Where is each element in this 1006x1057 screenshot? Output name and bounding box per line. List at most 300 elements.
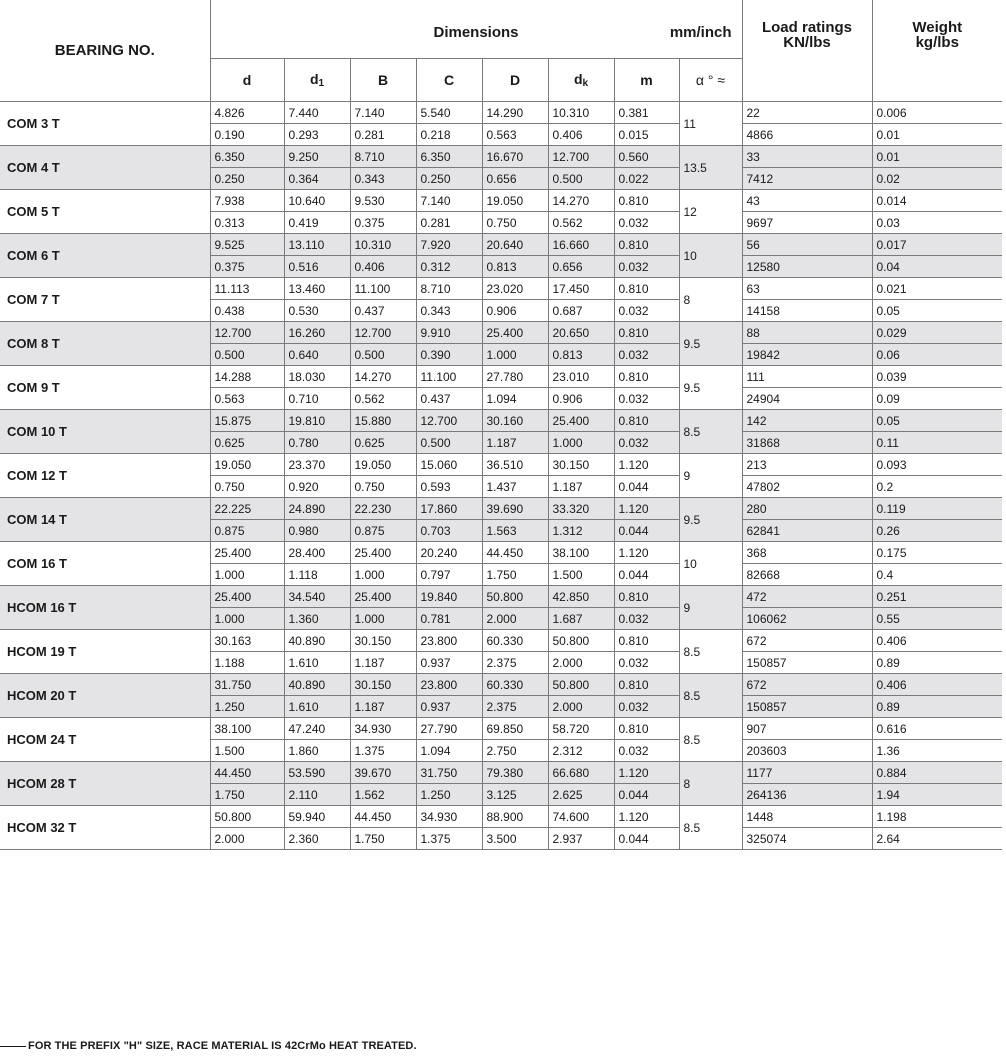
cell-weight-lbs: 0.26 — [872, 520, 1002, 542]
cell-weight-lbs: 0.2 — [872, 476, 1002, 498]
cell-inch: 0.293 — [284, 124, 350, 146]
cell-inch: 0.032 — [614, 740, 679, 762]
cell-weight-kg: 0.01 — [872, 146, 1002, 168]
cell-weight-lbs: 0.05 — [872, 300, 1002, 322]
cell-mm: 6.350 — [210, 146, 284, 168]
cell-mm: 50.800 — [210, 806, 284, 828]
cell-weight-kg: 0.175 — [872, 542, 1002, 564]
cell-mm: 9.250 — [284, 146, 350, 168]
cell-inch: 1.000 — [350, 608, 416, 630]
table-row-mm — [0, 322, 1002, 344]
cell-angle: 10 — [679, 234, 742, 278]
cell-load-kn: 22 — [742, 102, 872, 124]
cell-mm: 44.450 — [350, 806, 416, 828]
cell-inch: 0.364 — [284, 168, 350, 190]
cell-inch: 0.015 — [614, 124, 679, 146]
cell-inch: 1.187 — [350, 696, 416, 718]
cell-inch: 0.343 — [350, 168, 416, 190]
cell-mm: 47.240 — [284, 718, 350, 740]
cell-inch: 1.250 — [416, 784, 482, 806]
cell-mm: 9.525 — [210, 234, 284, 256]
cell-inch: 0.710 — [284, 388, 350, 410]
table-row-mm — [0, 278, 1002, 300]
cell-inch: 1.500 — [548, 564, 614, 586]
cell-mm: 9.530 — [350, 190, 416, 212]
cell-mm: 0.560 — [614, 146, 679, 168]
cell-inch: 3.500 — [482, 828, 548, 850]
bearing-name: COM 5 T — [0, 190, 210, 234]
col-alpha: α ° ≈ — [679, 59, 742, 102]
cell-mm: 13.460 — [284, 278, 350, 300]
cell-load-kn: 672 — [742, 674, 872, 696]
cell-mm: 9.910 — [416, 322, 482, 344]
cell-inch: 0.437 — [416, 388, 482, 410]
cell-load-lbs: 24904 — [742, 388, 872, 410]
cell-load-lbs: 9697 — [742, 212, 872, 234]
cell-inch: 2.360 — [284, 828, 350, 850]
cell-inch: 1.094 — [416, 740, 482, 762]
bearing-name: HCOM 28 T — [0, 762, 210, 806]
bearing-name: HCOM 24 T — [0, 718, 210, 762]
cell-weight-kg: 1.198 — [872, 806, 1002, 828]
cell-load-lbs: 4866 — [742, 124, 872, 146]
cell-mm: 30.150 — [548, 454, 614, 476]
cell-mm: 17.450 — [548, 278, 614, 300]
bearing-name: COM 4 T — [0, 146, 210, 190]
cell-inch: 0.044 — [614, 828, 679, 850]
cell-load-lbs: 12580 — [742, 256, 872, 278]
cell-angle: 9.5 — [679, 498, 742, 542]
cell-load-lbs: 325074 — [742, 828, 872, 850]
load-ratings-label: Load ratings — [761, 19, 852, 36]
cell-load-lbs: 264136 — [742, 784, 872, 806]
cell-weight-lbs: 0.89 — [872, 696, 1002, 718]
cell-mm: 28.400 — [284, 542, 350, 564]
cell-inch: 0.563 — [210, 388, 284, 410]
cell-inch: 2.937 — [548, 828, 614, 850]
cell-mm: 13.110 — [284, 234, 350, 256]
cell-inch: 3.125 — [482, 784, 548, 806]
cell-inch: 0.781 — [416, 608, 482, 630]
cell-mm: 10.310 — [350, 234, 416, 256]
table-row-mm — [0, 718, 1002, 740]
cell-inch: 0.032 — [614, 256, 679, 278]
col-c: C — [416, 59, 482, 102]
cell-inch: 1.000 — [548, 432, 614, 454]
table-row-mm — [0, 190, 1002, 212]
cell-inch: 1.000 — [210, 608, 284, 630]
cell-inch: 0.906 — [548, 388, 614, 410]
cell-inch: 2.375 — [482, 696, 548, 718]
cell-mm: 4.826 — [210, 102, 284, 124]
cell-angle: 8.5 — [679, 806, 742, 850]
cell-mm: 33.320 — [548, 498, 614, 520]
cell-load-lbs: 14158 — [742, 300, 872, 322]
cell-load-kn: 63 — [742, 278, 872, 300]
cell-mm: 5.540 — [416, 102, 482, 124]
cell-mm: 0.810 — [614, 190, 679, 212]
cell-load-kn: 43 — [742, 190, 872, 212]
cell-inch: 0.703 — [416, 520, 482, 542]
cell-mm: 53.590 — [284, 762, 350, 784]
bearing-name: COM 6 T — [0, 234, 210, 278]
cell-inch: 0.813 — [482, 256, 548, 278]
cell-inch: 2.000 — [548, 652, 614, 674]
cell-inch: 2.000 — [482, 608, 548, 630]
cell-mm: 16.260 — [284, 322, 350, 344]
cell-mm: 39.670 — [350, 762, 416, 784]
col-d1 — [284, 59, 350, 102]
cell-weight-lbs: 1.94 — [872, 784, 1002, 806]
cell-mm: 20.650 — [548, 322, 614, 344]
cell-mm: 8.710 — [416, 278, 482, 300]
cell-inch: 0.906 — [482, 300, 548, 322]
cell-mm: 1.120 — [614, 806, 679, 828]
cell-mm: 1.120 — [614, 454, 679, 476]
weight-label: Weight — [912, 19, 963, 36]
cell-inch: 0.044 — [614, 520, 679, 542]
col-big-d: D — [482, 59, 548, 102]
cell-mm: 15.880 — [350, 410, 416, 432]
cell-mm: 60.330 — [482, 630, 548, 652]
col-dk — [548, 59, 614, 102]
cell-mm: 31.750 — [416, 762, 482, 784]
cell-mm: 30.163 — [210, 630, 284, 652]
cell-inch: 0.406 — [350, 256, 416, 278]
cell-mm: 69.850 — [482, 718, 548, 740]
cell-mm: 31.750 — [210, 674, 284, 696]
cell-inch: 0.625 — [350, 432, 416, 454]
footnote — [0, 1040, 417, 1052]
cell-inch: 2.625 — [548, 784, 614, 806]
cell-inch: 0.032 — [614, 696, 679, 718]
cell-load-kn: 56 — [742, 234, 872, 256]
cell-angle: 9.5 — [679, 366, 742, 410]
table-row-mm — [0, 674, 1002, 696]
cell-inch: 0.562 — [548, 212, 614, 234]
col-dk-sub: k — [582, 78, 589, 89]
cell-load-kn: 111 — [742, 366, 872, 388]
footnote-text: FOR THE PREFIX "H" SIZE, RACE MATERIAL IS 42CrMo HEAT TREATED. — [28, 1040, 417, 1052]
cell-weight-kg: 0.021 — [872, 278, 1002, 300]
cell-mm: 34.540 — [284, 586, 350, 608]
load-ratings-units: KN/lbs — [783, 34, 831, 51]
cell-load-lbs: 203603 — [742, 740, 872, 762]
cell-mm: 0.810 — [614, 234, 679, 256]
cell-mm: 20.640 — [482, 234, 548, 256]
cell-angle: 8.5 — [679, 410, 742, 454]
col-dk-base: d — [573, 71, 583, 87]
footnote-dash — [0, 1046, 26, 1047]
bearing-name: COM 9 T — [0, 366, 210, 410]
table-row-mm — [0, 234, 1002, 256]
cell-weight-lbs: 0.09 — [872, 388, 1002, 410]
table-row-mm — [0, 146, 1002, 168]
cell-mm: 12.700 — [416, 410, 482, 432]
cell-inch: 2.312 — [548, 740, 614, 762]
cell-inch: 1.437 — [482, 476, 548, 498]
col-m: m — [614, 59, 679, 102]
cell-inch: 0.190 — [210, 124, 284, 146]
cell-inch: 2.110 — [284, 784, 350, 806]
cell-mm: 1.120 — [614, 498, 679, 520]
cell-inch: 2.750 — [482, 740, 548, 762]
cell-inch: 0.937 — [416, 652, 482, 674]
cell-mm: 0.810 — [614, 674, 679, 696]
cell-mm: 7.440 — [284, 102, 350, 124]
cell-mm: 39.690 — [482, 498, 548, 520]
cell-weight-kg: 0.05 — [872, 410, 1002, 432]
cell-load-lbs: 82668 — [742, 564, 872, 586]
cell-mm: 16.660 — [548, 234, 614, 256]
cell-mm: 19.810 — [284, 410, 350, 432]
cell-mm: 19.050 — [350, 454, 416, 476]
cell-inch: 0.920 — [284, 476, 350, 498]
cell-mm: 0.810 — [614, 718, 679, 740]
cell-mm: 14.290 — [482, 102, 548, 124]
cell-weight-lbs: 0.03 — [872, 212, 1002, 234]
cell-weight-lbs: 0.01 — [872, 124, 1002, 146]
cell-load-kn: 280 — [742, 498, 872, 520]
table-row-mm — [0, 542, 1002, 564]
cell-mm: 25.400 — [350, 586, 416, 608]
cell-mm: 1.120 — [614, 542, 679, 564]
header-weight — [872, 0, 1002, 102]
cell-weight-lbs: 0.04 — [872, 256, 1002, 278]
cell-mm: 79.380 — [482, 762, 548, 784]
cell-inch: 0.032 — [614, 212, 679, 234]
cell-inch: 0.218 — [416, 124, 482, 146]
cell-mm: 7.920 — [416, 234, 482, 256]
cell-mm: 14.270 — [548, 190, 614, 212]
cell-weight-kg: 0.406 — [872, 630, 1002, 652]
cell-mm: 0.810 — [614, 586, 679, 608]
cell-load-lbs: 106062 — [742, 608, 872, 630]
cell-weight-kg: 0.406 — [872, 674, 1002, 696]
cell-load-kn: 907 — [742, 718, 872, 740]
cell-mm: 15.060 — [416, 454, 482, 476]
cell-mm: 44.450 — [482, 542, 548, 564]
cell-load-lbs: 62841 — [742, 520, 872, 542]
cell-weight-kg: 0.119 — [872, 498, 1002, 520]
cell-mm: 23.370 — [284, 454, 350, 476]
cell-load-kn: 1177 — [742, 762, 872, 784]
table-row-mm — [0, 762, 1002, 784]
cell-inch: 0.044 — [614, 476, 679, 498]
cell-mm: 25.400 — [210, 542, 284, 564]
cell-load-lbs: 31868 — [742, 432, 872, 454]
bearing-name: COM 14 T — [0, 498, 210, 542]
cell-weight-kg: 0.006 — [872, 102, 1002, 124]
table-row-mm — [0, 586, 1002, 608]
cell-mm: 10.640 — [284, 190, 350, 212]
cell-mm: 25.400 — [482, 322, 548, 344]
cell-inch: 0.044 — [614, 784, 679, 806]
cell-inch: 1.563 — [482, 520, 548, 542]
cell-mm: 60.330 — [482, 674, 548, 696]
cell-angle: 9 — [679, 586, 742, 630]
cell-weight-kg: 0.017 — [872, 234, 1002, 256]
cell-mm: 34.930 — [350, 718, 416, 740]
cell-inch: 0.656 — [548, 256, 614, 278]
cell-inch: 0.281 — [416, 212, 482, 234]
cell-mm: 0.381 — [614, 102, 679, 124]
cell-inch: 0.500 — [210, 344, 284, 366]
cell-inch: 0.875 — [350, 520, 416, 542]
cell-angle: 8 — [679, 278, 742, 322]
cell-mm: 30.160 — [482, 410, 548, 432]
units-label: mm/inch — [669, 24, 732, 41]
cell-mm: 34.930 — [416, 806, 482, 828]
cell-inch: 1.000 — [210, 564, 284, 586]
cell-inch: 0.593 — [416, 476, 482, 498]
cell-mm: 50.800 — [548, 630, 614, 652]
cell-weight-kg: 0.093 — [872, 454, 1002, 476]
cell-mm: 22.225 — [210, 498, 284, 520]
cell-inch: 0.032 — [614, 344, 679, 366]
cell-mm: 27.790 — [416, 718, 482, 740]
cell-inch: 0.500 — [350, 344, 416, 366]
cell-angle: 9.5 — [679, 322, 742, 366]
cell-inch: 0.419 — [284, 212, 350, 234]
header-dimensions — [210, 0, 742, 59]
cell-load-lbs: 47802 — [742, 476, 872, 498]
cell-mm: 19.050 — [210, 454, 284, 476]
cell-inch: 0.032 — [614, 432, 679, 454]
cell-mm: 7.140 — [350, 102, 416, 124]
cell-inch: 0.500 — [416, 432, 482, 454]
cell-inch: 0.530 — [284, 300, 350, 322]
cell-inch: 1.187 — [548, 476, 614, 498]
cell-angle: 12 — [679, 190, 742, 234]
cell-mm: 0.810 — [614, 278, 679, 300]
cell-inch: 1.187 — [350, 652, 416, 674]
cell-mm: 7.140 — [416, 190, 482, 212]
cell-mm: 14.270 — [350, 366, 416, 388]
cell-inch: 1.610 — [284, 652, 350, 674]
table-row-mm — [0, 630, 1002, 652]
cell-mm: 12.700 — [350, 322, 416, 344]
cell-inch: 2.375 — [482, 652, 548, 674]
table-body — [0, 102, 1002, 850]
cell-load-lbs: 19842 — [742, 344, 872, 366]
cell-mm: 16.670 — [482, 146, 548, 168]
cell-inch: 1.860 — [284, 740, 350, 762]
cell-mm: 88.900 — [482, 806, 548, 828]
cell-inch: 0.437 — [350, 300, 416, 322]
cell-weight-lbs: 2.64 — [872, 828, 1002, 850]
cell-inch: 0.343 — [416, 300, 482, 322]
cell-inch: 0.500 — [548, 168, 614, 190]
cell-inch: 1.750 — [350, 828, 416, 850]
bearing-name: HCOM 32 T — [0, 806, 210, 850]
cell-inch: 1.312 — [548, 520, 614, 542]
cell-inch: 0.562 — [350, 388, 416, 410]
cell-mm: 0.810 — [614, 410, 679, 432]
cell-mm: 50.800 — [548, 674, 614, 696]
cell-inch: 1.750 — [482, 564, 548, 586]
cell-load-kn: 368 — [742, 542, 872, 564]
cell-mm: 25.400 — [350, 542, 416, 564]
cell-weight-lbs: 1.36 — [872, 740, 1002, 762]
cell-inch: 0.980 — [284, 520, 350, 542]
cell-mm: 8.710 — [350, 146, 416, 168]
cell-angle: 8.5 — [679, 718, 742, 762]
cell-weight-kg: 0.039 — [872, 366, 1002, 388]
cell-mm: 23.800 — [416, 674, 482, 696]
header-load-ratings — [742, 0, 872, 102]
cell-inch: 2.000 — [210, 828, 284, 850]
cell-load-kn: 33 — [742, 146, 872, 168]
cell-weight-lbs: 0.06 — [872, 344, 1002, 366]
cell-mm: 0.810 — [614, 322, 679, 344]
cell-mm: 18.030 — [284, 366, 350, 388]
cell-weight-lbs: 0.02 — [872, 168, 1002, 190]
bearing-name: HCOM 19 T — [0, 630, 210, 674]
cell-mm: 19.050 — [482, 190, 548, 212]
cell-load-kn: 672 — [742, 630, 872, 652]
table-row-mm — [0, 454, 1002, 476]
cell-inch: 0.438 — [210, 300, 284, 322]
cell-inch: 0.687 — [548, 300, 614, 322]
cell-inch: 0.032 — [614, 652, 679, 674]
cell-inch: 0.250 — [210, 168, 284, 190]
cell-mm: 11.113 — [210, 278, 284, 300]
cell-inch: 0.390 — [416, 344, 482, 366]
cell-mm: 27.780 — [482, 366, 548, 388]
cell-mm: 44.450 — [210, 762, 284, 784]
cell-mm: 40.890 — [284, 674, 350, 696]
cell-load-lbs: 150857 — [742, 696, 872, 718]
cell-weight-lbs: 0.11 — [872, 432, 1002, 454]
cell-mm: 22.230 — [350, 498, 416, 520]
cell-inch: 0.750 — [482, 212, 548, 234]
cell-load-lbs: 7412 — [742, 168, 872, 190]
cell-angle: 11 — [679, 102, 742, 146]
cell-mm: 15.875 — [210, 410, 284, 432]
cell-angle: 10 — [679, 542, 742, 586]
cell-inch: 0.640 — [284, 344, 350, 366]
cell-inch: 1.094 — [482, 388, 548, 410]
cell-load-lbs: 150857 — [742, 652, 872, 674]
cell-weight-lbs: 0.55 — [872, 608, 1002, 630]
cell-inch: 0.375 — [210, 256, 284, 278]
cell-inch: 0.875 — [210, 520, 284, 542]
cell-inch: 0.516 — [284, 256, 350, 278]
cell-inch: 0.563 — [482, 124, 548, 146]
cell-weight-kg: 0.884 — [872, 762, 1002, 784]
cell-inch: 0.813 — [548, 344, 614, 366]
cell-mm: 23.800 — [416, 630, 482, 652]
cell-angle: 13.5 — [679, 146, 742, 190]
cell-mm: 25.400 — [548, 410, 614, 432]
cell-mm: 59.940 — [284, 806, 350, 828]
cell-load-kn: 142 — [742, 410, 872, 432]
cell-inch: 0.656 — [482, 168, 548, 190]
cell-inch: 0.750 — [350, 476, 416, 498]
cell-weight-kg: 0.014 — [872, 190, 1002, 212]
cell-mm: 6.350 — [416, 146, 482, 168]
bearing-name: COM 8 T — [0, 322, 210, 366]
cell-inch: 0.406 — [548, 124, 614, 146]
cell-inch: 1.375 — [350, 740, 416, 762]
cell-inch: 1.750 — [210, 784, 284, 806]
cell-mm: 23.020 — [482, 278, 548, 300]
cell-inch: 0.937 — [416, 696, 482, 718]
cell-inch: 1.187 — [482, 432, 548, 454]
cell-inch: 0.250 — [416, 168, 482, 190]
cell-mm: 36.510 — [482, 454, 548, 476]
